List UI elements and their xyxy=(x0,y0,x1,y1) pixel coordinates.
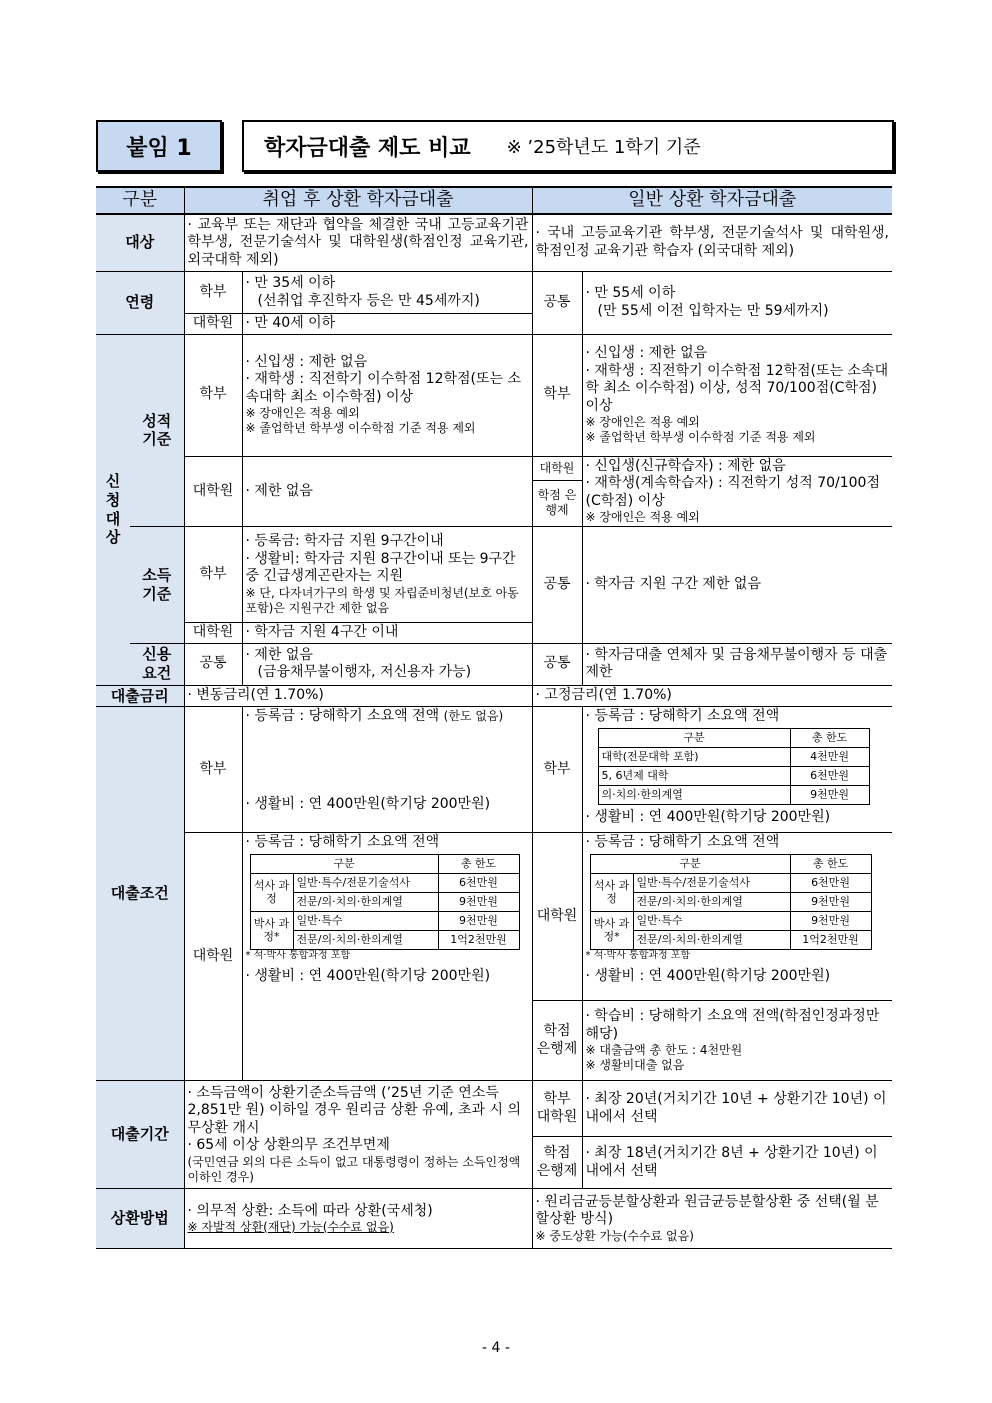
income-undergrad: 학부 xyxy=(184,527,242,623)
ug-limit-h2: 총 한도 xyxy=(790,728,869,747)
gb-r3c1: 일반·특수 xyxy=(633,911,790,930)
gb-doctor: 박사 과정* xyxy=(590,911,633,949)
ga-h2: 총 한도 xyxy=(438,854,519,873)
comparison-table xyxy=(96,186,892,1249)
cond-b-cb1: · 학습비 : 당해학기 소요액 전액(학점인정과정만 해당) xyxy=(585,1008,880,1042)
grade-credit-bank: 학점 은행제 xyxy=(532,480,582,526)
ga-r2c2: 9천만원 xyxy=(438,892,519,911)
age-a2: (선취업 후진학자 등은 만 45세까지) xyxy=(257,292,480,309)
col-after-employment: 취업 후 상환 학자금대출 xyxy=(184,187,532,214)
cond-grad-a-label: 대학원 xyxy=(184,833,242,1081)
label-repay: 상환방법 xyxy=(96,1189,184,1249)
grade-undergrad: 학부 xyxy=(184,334,242,456)
header-row xyxy=(96,187,892,214)
col-category: 구분 xyxy=(96,187,184,214)
period-a2: · 65세 이상 상환의무 조건부면제 xyxy=(187,1137,390,1154)
ug-limit-r1c2: 4천만원 xyxy=(790,747,869,766)
age-b-cell xyxy=(582,272,892,335)
income-a4: · 학자금 지원 4구간 이내 xyxy=(242,623,532,644)
gb-r2c2: 9천만원 xyxy=(790,892,871,911)
grade-b5: · 신입생(신규학습자) : 제한 없음 xyxy=(585,457,786,474)
period-b2: · 최장 18년(거치기간 8년 + 상환기간 10년) 이내에서 선택 xyxy=(582,1137,892,1189)
grade-a3: ※ 장애인은 적용 예외 xyxy=(245,406,360,421)
repay-a1: · 의무적 상환: 소득에 따라 상환(국세청) xyxy=(187,1202,433,1219)
ug-limit-r2c1: 5, 6년제 대학 xyxy=(598,766,790,785)
ug-limit-r1c1: 대학(전문대학 포함) xyxy=(598,747,790,766)
ga-r4c2: 1억2천만원 xyxy=(438,930,519,949)
income-a2: · 생활비: 학자금 지원 8구간이내 또는 9구간 중 긴급생계곤란자는 지원 xyxy=(245,550,516,585)
row-credit xyxy=(96,643,892,685)
page-number: - 4 - xyxy=(482,1340,510,1356)
target-a: · 교육부 또는 재단과 협약을 체결한 국내 고등교육기관 학부생, 전문기술석사 및 대학원생(학점인정 교육기관, 외국대학 제외) xyxy=(184,214,532,272)
gb-r1c2: 6천만원 xyxy=(790,873,871,892)
income-a3: ※ 단, 다자녀가구의 학생 및 자립준비청년(보호 아동 포함)은 지원구간 제한 없음 xyxy=(245,585,519,615)
grad-limit-table-b xyxy=(590,854,872,950)
label-rate: 대출금리 xyxy=(96,685,184,707)
gb-h1: 구분 xyxy=(590,854,790,873)
cond-b-g-living: · 생활비 : 연 400만원(학기당 200만원) xyxy=(585,968,831,985)
cond-grad-b-cell xyxy=(582,833,892,1001)
row-rate xyxy=(96,685,892,707)
ga-r1c2: 6천만원 xyxy=(438,873,519,892)
label-age: 연령 xyxy=(96,272,184,335)
ga-doctor: 박사 과정* xyxy=(250,911,293,949)
period-b1: · 최장 20년(거치기간 10년 + 상환기간 10년) 이내에서 선택 xyxy=(582,1081,892,1137)
target-b: · 국내 고등교육기관 학부생, 전문기술석사 및 대학원생, 학점인정 교육기관 학습자 (외국대학 제외) xyxy=(532,214,892,272)
ug-limit-table xyxy=(598,728,870,805)
age-a3: · 만 40세 이하 xyxy=(242,314,532,335)
cond-grad-a-cell xyxy=(242,833,532,1081)
ga-r2c1: 전문/의·치의·한의계열 xyxy=(293,892,438,911)
cond-a-g-living: · 생활비 : 연 400만원(학기당 200만원) xyxy=(245,968,491,985)
cond-cb-cell xyxy=(582,1001,892,1081)
cond-b-g-tuition: · 등록금 : 당해학기 소요액 전액 xyxy=(585,834,780,851)
gb-r1c1: 일반·특수/전문기술석사 xyxy=(633,873,790,892)
age-a-cell xyxy=(242,272,532,314)
grade-b7: ※ 장애인은 적용 예외 xyxy=(585,510,700,524)
grade-b-undergrad: 학부 xyxy=(532,334,582,456)
attachment-tag: 붙임 1 xyxy=(96,120,222,172)
period-cb: 학점 은행제 xyxy=(532,1137,582,1189)
ug-limit-r3c1: 의·치의·한의계열 xyxy=(598,785,790,804)
ug-limit-r3c2: 9천만원 xyxy=(790,785,869,804)
credit-a1: · 제한 없음 xyxy=(245,646,313,663)
row-target xyxy=(96,214,892,272)
grade-a4: ※ 졸업학년 학부생 이수학점 기준 적용 제외 xyxy=(245,421,476,436)
grade-grad: 대학원 xyxy=(184,456,242,527)
income-a-cell xyxy=(242,527,532,623)
income-grad: 대학원 xyxy=(184,623,242,644)
period-a-cell xyxy=(184,1081,532,1189)
grade-a5: · 제한 없음 xyxy=(242,456,532,527)
cond-b-tuition: · 등록금 : 당해학기 소요액 전액 xyxy=(585,708,780,725)
label-period: 대출기간 xyxy=(96,1081,184,1189)
ug-limit-r2c2: 6천만원 xyxy=(790,766,869,785)
row-income xyxy=(96,527,892,623)
grade-b3: ※ 장애인은 적용 예외 xyxy=(585,415,700,429)
credit-common-b: 공통 xyxy=(532,643,582,685)
cond-a-g-tuition: · 등록금 : 당해학기 소요액 전액 xyxy=(245,834,440,851)
label-credit: 신용 요건 xyxy=(130,643,184,685)
credit-b1: · 학자금대출 연체자 및 금융채무불이행자 등 대출 제한 xyxy=(582,643,892,685)
rate-b: · 고정금리(연 1.70%) xyxy=(532,685,892,707)
title-note: ※ ’25학년도 1학기 기준 xyxy=(506,137,701,158)
page-title: 학자금대출 제도 비교 xyxy=(264,135,471,161)
ga-master: 석사 과정 xyxy=(250,873,293,911)
grade-a-cell xyxy=(242,334,532,456)
ug-limit-h1: 구분 xyxy=(598,728,790,747)
income-common: 공통 xyxy=(532,527,582,644)
grad-limit-table-a xyxy=(250,854,520,950)
grade-b6: · 재학생(계속학습자) : 직전학기 성적 70/100점(C학점) 이상 xyxy=(585,475,880,509)
grade-b-grad: 대학원 xyxy=(532,456,582,480)
gb-r4c2: 1억2천만원 xyxy=(790,930,871,949)
age-b2: (만 55세 이전 입학자는 만 59세까지) xyxy=(597,302,829,319)
label-target: 대상 xyxy=(96,214,184,272)
cond-ug-b-cell xyxy=(582,707,892,833)
cond-a-tuition xyxy=(246,708,529,726)
grade-b-cell xyxy=(582,334,892,456)
grade-b1: · 신입생 : 제한 없음 xyxy=(585,345,708,361)
grade-a2: · 재학생 : 직전학기 이수학점 12학점(또는 소속대학 최소 이수학점) 이상 xyxy=(245,371,522,405)
repay-a-cell xyxy=(184,1189,532,1249)
credit-a-cell xyxy=(242,643,532,685)
repay-b2: ※ 중도상환 가능(수수료 없음) xyxy=(535,1228,694,1243)
cond-b-living: · 생활비 : 연 400만원(학기당 200만원) xyxy=(585,808,831,825)
credit-a2: (금융채무불이행자, 저신용자 가능) xyxy=(257,664,472,680)
cond-b-cb3: ※ 생활비대출 없음 xyxy=(585,1058,685,1073)
period-a3: (국민연금 외의 다른 소득이 없고 대통령령이 정하는 소득인정액 이하인 경우) xyxy=(187,1154,521,1184)
title-box xyxy=(242,120,894,172)
income-a1: · 등록금: 학자금 지원 9구간이내 xyxy=(245,533,444,550)
period-a1: · 소득금액이 상환기준소득금액 (’25년 기준 연소득 2,851만 원) 이하일 경우 원리금 상환 유예, 초과 시 의무상환 개시 xyxy=(187,1084,521,1136)
age-common: 공통 xyxy=(532,272,582,335)
grade-b2: · 재학생 : 직전학기 이수학점 12학점(또는 소속대학 최소 이수학점) 이상, 성적 70/100점(C학점) 이상 xyxy=(585,362,889,414)
row-grade-grad xyxy=(96,456,892,480)
label-cond: 대출조건 xyxy=(96,707,184,1081)
age-grad: 대학원 xyxy=(184,314,242,335)
ga-foot: * 석·박사 통합과정 포함 xyxy=(245,949,351,961)
ga-r4c1: 전문/의·치의·한의계열 xyxy=(293,930,438,949)
gb-h2: 총 한도 xyxy=(790,854,871,873)
grade-b4: ※ 졸업학년 학부생 이수학점 기준 적용 제외 xyxy=(585,430,816,444)
repay-a2: ※ 자발적 상환(재단) 가능(수수료 없음) xyxy=(187,1220,394,1234)
row-grade xyxy=(96,334,892,456)
cond-ug-a-cell xyxy=(242,707,532,833)
age-undergrad: 학부 xyxy=(184,272,242,314)
label-grade: 성적 기준 xyxy=(130,334,184,527)
gb-r2c1: 전문/의·치의·한의계열 xyxy=(633,892,790,911)
income-b1: · 학자금 지원 구간 제한 없음 xyxy=(582,527,892,644)
ga-r1c1: 일반·특수/전문기술석사 xyxy=(293,873,438,892)
repay-b-cell xyxy=(532,1189,892,1249)
row-period xyxy=(96,1081,892,1137)
age-a1: · 만 35세 이하 xyxy=(245,275,336,291)
gb-r4c1: 전문/의·치의·한의계열 xyxy=(633,930,790,949)
repay-b1: · 원리금균등분할상환과 원금균등분할상환 중 선택(월 분할상환 방식) xyxy=(535,1193,879,1228)
gb-r3c2: 9천만원 xyxy=(790,911,871,930)
cond-a-tuition-note: (한도 없음) xyxy=(443,709,504,724)
row-cond-grad xyxy=(96,833,892,1001)
gb-foot: * 석·박사 통합과정 포함 xyxy=(585,949,691,961)
period-ug-grad: 학부 대학원 xyxy=(532,1081,582,1137)
grade-b-grad-cell xyxy=(582,456,892,527)
label-income: 소득 기준 xyxy=(130,527,184,644)
gb-master: 석사 과정 xyxy=(590,873,633,911)
ga-r3c2: 9천만원 xyxy=(438,911,519,930)
cond-grad-b-label: 대학원 xyxy=(532,833,582,1001)
row-age xyxy=(96,272,892,314)
cond-ug-b-label: 학부 xyxy=(532,707,582,833)
rate-a: · 변동금리(연 1.70%) xyxy=(184,685,532,707)
label-apply: 신청 대상 xyxy=(96,334,130,685)
grade-a1: · 신입생 : 제한 없음 xyxy=(245,353,368,370)
ga-h1: 구분 xyxy=(250,854,438,873)
cond-a-living: · 생활비 : 연 400만원(학기당 200만원) xyxy=(245,795,491,812)
credit-common-a: 공통 xyxy=(184,643,242,685)
col-general: 일반 상환 학자금대출 xyxy=(532,187,892,214)
ga-r3c1: 일반·특수 xyxy=(293,911,438,930)
cond-b-cb2: ※ 대출금액 총 한도 : 4천만원 xyxy=(585,1043,743,1058)
row-repay xyxy=(96,1189,892,1249)
row-cond-ug xyxy=(96,707,892,833)
cond-cb-label: 학점 은행제 xyxy=(532,1001,582,1081)
cond-a-tuition-text: · 등록금 : 당해학기 소요액 전액 xyxy=(245,708,440,725)
cond-ug-a-label: 학부 xyxy=(184,707,242,833)
age-b1: · 만 55세 이하 xyxy=(585,285,676,302)
